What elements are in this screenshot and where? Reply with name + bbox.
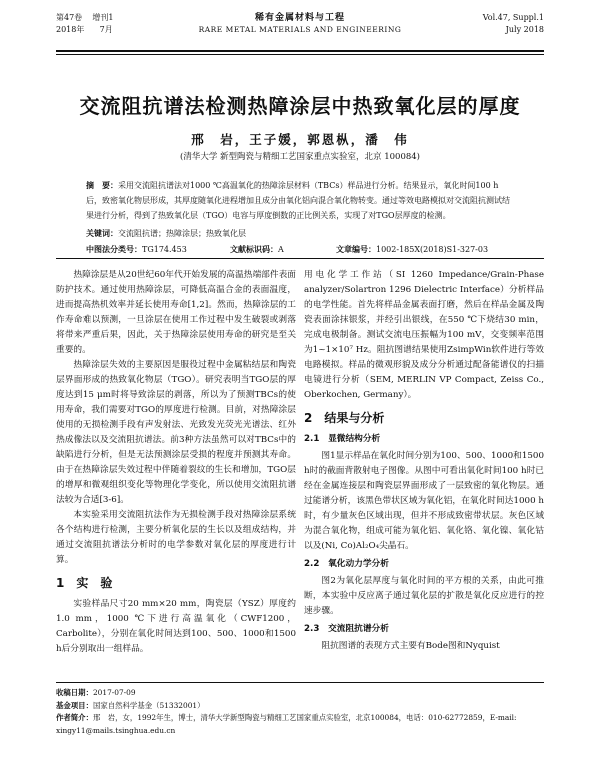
intro-paragraph-3: 本实验采用交流阻抗法作为无损检测手段对热障涂层系统各个结构进行检测，主要分析氧化层的生长以及组成结构，并通过交流阻抗谱法分析时的电学参数对氧化层的厚度进行计算。 (56, 510, 296, 565)
header-rule (56, 54, 544, 55)
author-label: 作者简介： (56, 713, 93, 722)
right-column (304, 268, 544, 654)
section-heading-experiment: 1 实 验 (56, 576, 113, 590)
subsection-heading-kinetics: 2.2 氧化动力学分析 (304, 559, 389, 569)
journal-header (56, 8, 544, 52)
date-en: July 2018 (505, 25, 544, 34)
doc-field (230, 244, 284, 255)
section-divider (56, 258, 544, 259)
article-field (336, 244, 488, 255)
month-label: 7月 (99, 25, 113, 34)
author-info: 邢 岩，女，1992年生，博士，清华大学新型陶瓷与精细工艺国家重点实验室，北京100084，电话：010-62772859，E-mail: xingy11@mails.tsinghua.edu.cn (56, 713, 517, 735)
method-paragraph: 用电化学工作站（SI 1260 Impedance/Grain-Phase analyzer/Solartron 1296 Dielectric Interface）分析样品的电学性能。首先将样品金属表面打磨，然后在样品金属及陶瓷表面涂抹银浆，并经引出银线，在550 ℃下烧结30 min，完成电极制备。测试交流电压振幅为100 mV，交变频率范围为1~1×10⁷ Hz。阻抗图谱结果使用ZsimpWin软件进行等效电路模拟。样品的微观形貌及成分分析通过配备能谱仪的扫描电镜进行分析（SEM, MERLIN VP Compact, Zeiss Co., Oberkochen, Germany）。 (304, 270, 544, 400)
doc-label: 文献标识码： (230, 244, 278, 254)
microstructure-paragraph: 图1显示样品在氧化时间分别为100、500、1000和1500 h时的截面背散射电子图像。从图中可看出氧化时间100 h时已经在金属连接层和陶瓷层界面形成了一层致密的氧化物层。通过能谱分析，该黑色带状区域为氧化铝，在氧化时间达1000 h时，有少量灰色区域出现，但并不形成致密带状层。灰色区域为混合氧化物，组成可能为氧化铝、氧化铬、氧化镍、氧化钴以及(Ni, Co)Al₂O₄尖晶石。 (304, 451, 544, 551)
clc-field (86, 244, 187, 255)
experiment-paragraph: 实验样品尺寸20 mm×20 mm，陶瓷层（YSZ）厚度约1.0 mm，1000 ℃下进行高温氧化（CWF1200，Carbolite），分别在氧化时间达到100、500、1000和1500 h后分别取出一组样品。 (56, 599, 296, 654)
header-right (483, 12, 544, 36)
article-label: 文章编号： (336, 244, 376, 254)
received-line (56, 687, 544, 700)
clc-value: TG174.453 (142, 245, 187, 254)
paper-title: 交流阻抗谱法检测热障涂层中热致氧化层的厚度 (79, 94, 521, 118)
impedance-paragraph: 阻抗图谱的表现方式主要有Bode图和Nyquist (321, 641, 500, 651)
abstract-text: 采用交流阻抗谱法对1000 ℃高温氧化的热障涂层材料（TBCs）样品进行分析。结果显示，氧化时间100 h后，致密氧化物层形成，其厚度随氧化进程增加且成分由氧化铝向混合氧化物转变。通过等效电路模拟对交流阻抗测试结果进行分析，得到了热致氧化层（TGO）电容与厚度倒数的正比例关系，实现了对TGO层厚度的检测。 (86, 181, 510, 220)
header-center (56, 12, 544, 36)
received-date: 2017-07-09 (92, 688, 136, 697)
vol-label: 第47卷 (56, 13, 83, 22)
keywords-text: 交流阻抗谱；热障涂层；热致氧化层 (118, 229, 246, 238)
fund-label: 基金项目： (56, 700, 93, 710)
section-heading-results: 2 结果与分析 (304, 411, 385, 425)
intro-paragraph-1: 热障涂层是从20世纪60年代开始发展的高温热端部件表面防护技术。通过使用热障涂层，可降低高温合金的表面温度，进而提高热机效率并延长使用寿命[1,2]。然而，热障涂层的工作寿命难以预测，一旦涂层在使用工作过程中发生破裂或剥落将带来严重后果，因此，关于热障涂层使用寿命的研究是至关重要的。 (56, 270, 296, 355)
intro-paragraph-2: 热障涂层失效的主要原因是服役过程中金属粘结层和陶瓷层界面形成的热致氧化物层（TGO）。研究表明当TGO层的厚度达到15 μm时将导致涂层的剥落，所以为了预测TBCs的使用寿命，我们需要对TGO的厚度进行检测。目前，对热障涂层使用的无损检测手段有声发射法、光致发光荧光光谱法、红外热成像法以及交流阻抗谱法。前3种方法虽然可以对TBCs中的缺陷进行分析，但是无法预测涂层受损的程度并预测其寿命。由于在热障涂层失效过程中伴随着裂纹的生长和增加，TGO层的增厚和微观组织变化等物理化学变化，所以使用交流阻抗谱法较为合适[3-6]。 (56, 360, 296, 505)
issue-label: 增刊1 (92, 13, 114, 22)
author-line (56, 712, 544, 737)
volume-en: Vol.47, Suppl.1 (482, 13, 544, 22)
clc-label: 中图法分类号： (86, 244, 142, 254)
kinetics-paragraph: 图2为氧化层厚度与氧化时间的平方根的关系，由此可推断，本实验中反应离子通过氧化层的扩散是氧化反应进行的控速步骤。 (304, 576, 544, 616)
journal-title-cn: 稀有金属材料与工程 (254, 13, 345, 23)
fund-line (56, 700, 544, 713)
article-value: 1002-185X(2018)S1-327-03 (376, 245, 489, 254)
subsection-heading-impedance: 2.3 交流阻抗谱分析 (304, 624, 389, 634)
paper-affiliation: (清华大学 新型陶瓷与精细工艺国家重点实验室，北京 100084) (180, 152, 420, 162)
journal-title-en: RARE METAL MATERIALS AND ENGINEERING (198, 25, 402, 34)
paper-authors: 邢 岩，王子媛，郭恩枞，潘 伟 (191, 132, 409, 147)
abstract-label: 摘 要： (86, 180, 118, 190)
left-column (56, 268, 296, 657)
abstract-block (86, 178, 514, 223)
footnote-block (56, 682, 544, 737)
keywords-line (86, 228, 514, 239)
received-label: 收稿日期： (56, 688, 93, 697)
subsection-heading-microstructure: 2.1 显微结构分析 (304, 434, 381, 444)
fund-text: 国家自然科学基金（51332001） (92, 700, 205, 710)
year-label: 2018年 (56, 25, 85, 34)
doc-value: A (278, 245, 284, 254)
keywords-label: 关键词： (86, 228, 118, 238)
